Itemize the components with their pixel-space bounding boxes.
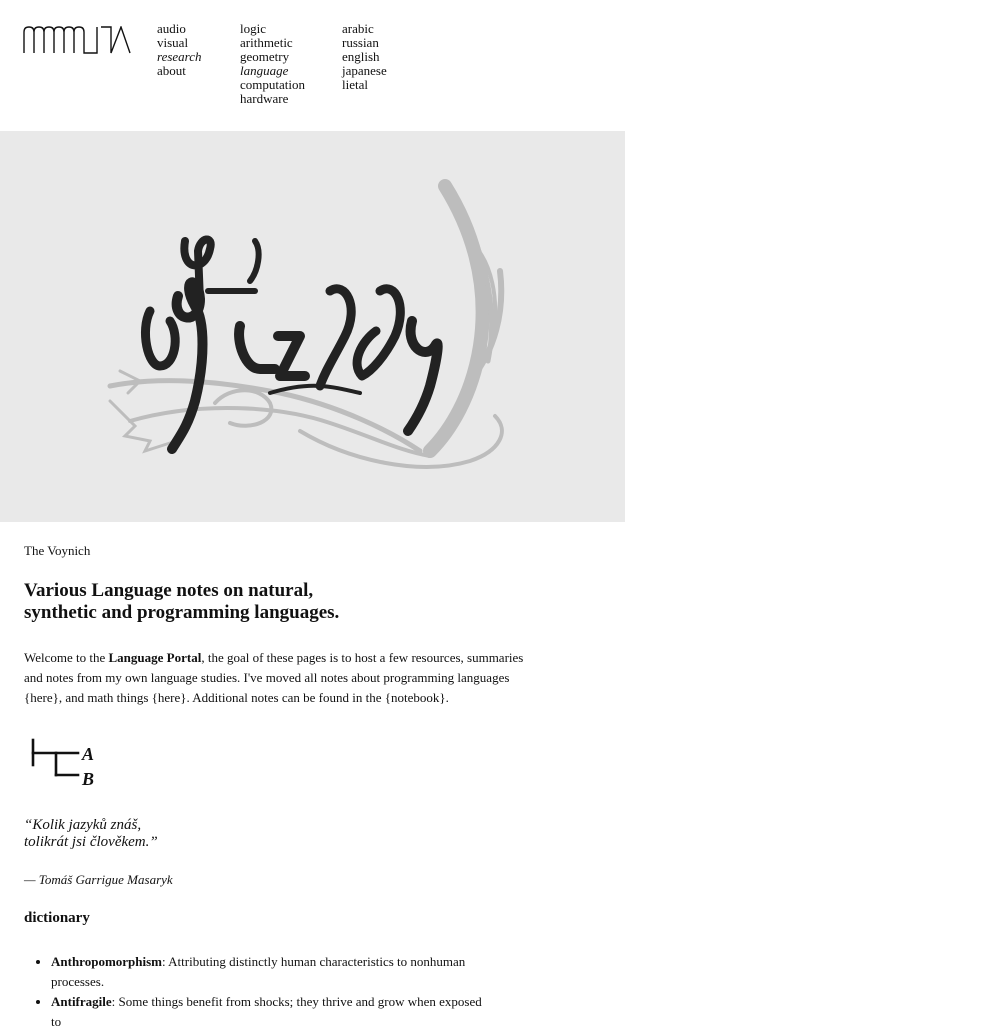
intro-text: .: [445, 690, 449, 705]
branch-glyph-icon: [24, 735, 104, 793]
nav-link-research[interactable]: research: [157, 49, 202, 64]
dictionary-term: Anthropomorphism: [51, 954, 163, 969]
hero-image: [0, 131, 625, 522]
language-portal-label: Language Portal: [108, 650, 202, 665]
nav-link-visual[interactable]: visual: [157, 35, 189, 50]
math-notes-link[interactable]: {here}: [151, 690, 187, 705]
nav-link-about[interactable]: about: [157, 63, 186, 78]
site-logo-icon[interactable]: [23, 26, 131, 54]
nav-link-arithmetic[interactable]: arithmetic: [240, 35, 293, 50]
page-title-line-2: synthetic and programming languages.: [24, 602, 340, 623]
nav-link-hardware[interactable]: hardware: [240, 91, 289, 106]
quote-attribution: — Tomáš Garrigue Masaryk: [24, 872, 173, 887]
dictionary-definition: : Attributing distinctly human characteristics to nonhuman processes.: [51, 954, 466, 989]
intro-paragraph: [24, 648, 524, 708]
dictionary-title: dictionary: [24, 910, 90, 926]
intro-text: . Additional notes can be found in the: [186, 690, 385, 705]
masaryk-quote: [24, 817, 158, 851]
nav-link-japanese[interactable]: japanese: [342, 63, 387, 78]
dictionary-term: Antifragile: [51, 994, 112, 1009]
intro-text: , and math things: [58, 690, 152, 705]
page-title-line-1: Various Language notes on natural,: [24, 580, 314, 601]
list-item: [51, 952, 491, 992]
glyph-label-a: A: [82, 744, 95, 764]
dictionary-list: [24, 952, 491, 1032]
nav-link-arabic[interactable]: arabic: [342, 21, 374, 36]
nav-topics: [240, 22, 305, 106]
nav-link-geometry[interactable]: geometry: [240, 49, 290, 64]
quote-line-2: tolikrát jsi člověkem.”: [24, 834, 158, 850]
nav-link-logic[interactable]: logic: [240, 21, 266, 36]
nav-link-english[interactable]: english: [342, 49, 380, 64]
nav-link-russian[interactable]: russian: [342, 35, 379, 50]
programming-notes-link[interactable]: {here}: [24, 690, 59, 705]
hero-caption: The Voynich: [24, 543, 91, 558]
quote-line-1: “Kolik jazyků znáš,: [24, 817, 142, 833]
nav-languages: [342, 22, 387, 92]
notebook-link[interactable]: {notebook}: [384, 690, 446, 705]
nav-link-language[interactable]: language: [240, 63, 289, 78]
glyph-label-b: B: [82, 769, 95, 789]
nav-primary: [157, 22, 202, 78]
intro-text: , the goal of these pages is to host a few resources, summaries and notes from my own language studies. I've moved all notes about programming languages: [24, 650, 524, 685]
dictionary-definition: : Some things benefit from shocks; they thrive and grow when exposed to: [51, 994, 482, 1029]
intro-text: Welcome to the: [24, 650, 109, 665]
voynich-script-illustration: [0, 131, 625, 522]
nav-link-lietal[interactable]: lietal: [342, 77, 368, 92]
page-title: [24, 580, 339, 624]
nav-link-computation[interactable]: computation: [240, 77, 305, 92]
list-item: [51, 992, 491, 1032]
nav-link-audio[interactable]: audio: [157, 21, 186, 36]
